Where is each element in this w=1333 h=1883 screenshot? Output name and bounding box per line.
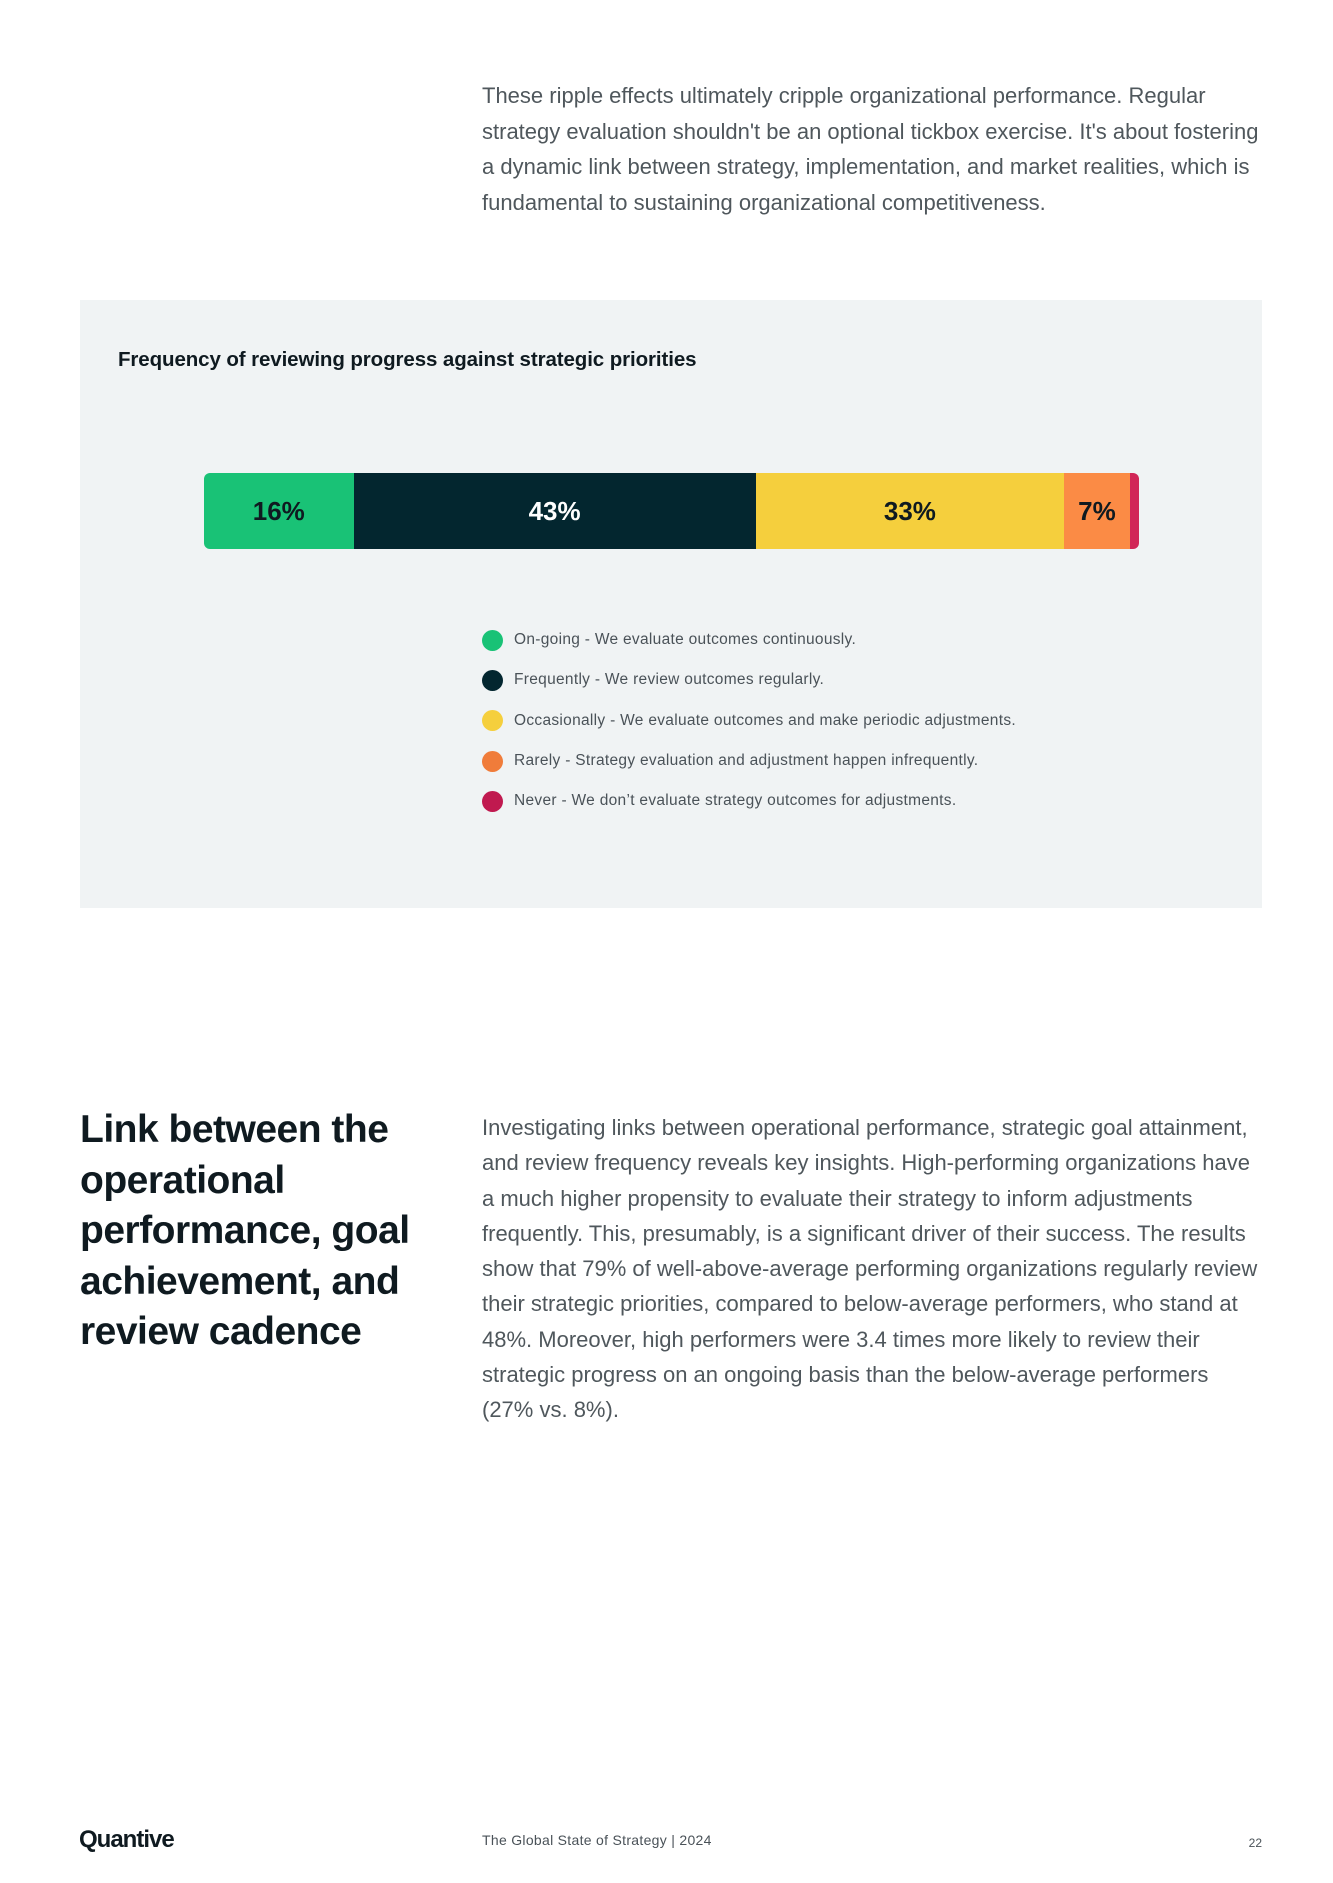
bar-segment-2: [354, 473, 756, 549]
legend-dot-icon: [482, 791, 503, 812]
bar-segment-3: [756, 473, 1065, 549]
legend-dot-icon: [482, 751, 503, 772]
bar-segment-1: [204, 473, 354, 549]
legend-label: Occasionally - We evaluate outcomes and make periodic adjustments.: [514, 711, 1016, 729]
legend-label: On-going - We evaluate outcomes continuously.: [514, 631, 857, 649]
legend-label: Frequently - We review outcomes regularly.: [514, 671, 825, 689]
legend-item: [482, 620, 1016, 660]
bar-segment-5: [1130, 473, 1139, 549]
section-body: Investigating links between operational performance, strategic goal attainment, and review frequency reveals key insights. High-performing organizations have a much higher propensity to evaluate their strategy to inform adjustments frequently. This, presumably, is a significant driver of their success. The results show that 79% of well-above-average performing organizations regularly review their strategic priorities, compared to below-average performers, who stand at 48%. Moreover, high performers were 3.4 times more likely to review their strategic progress on an ongoing basis than the below-average performers (27% vs. 8%).: [482, 1115, 1258, 1423]
quantive-logo: Quantive: [79, 1826, 174, 1853]
legend-dot-icon: [482, 630, 503, 651]
legend-label: Never - We don’t evaluate strategy outcomes for adjustments.: [514, 792, 957, 810]
bar-data-label: 16%: [252, 495, 305, 526]
bar-data-label: 7%: [1078, 495, 1116, 526]
intro-paragraph: These ripple effects ultimately cripple organizational performance. Regular strategy evaluation shouldn't be an optional tickbox exercise. It's about fostering a dynamic link between strategy, implementation, and market realities, which is fundamental to sustaining organizational competitiveness.: [482, 83, 1259, 215]
legend-item: [482, 741, 1016, 781]
page-number: 22: [1248, 1836, 1262, 1850]
chart-legend: [482, 620, 1016, 821]
section-heading: Link between the operational performance, goal achievement, and review cadence: [80, 1108, 410, 1353]
bar-data-label: 43%: [528, 495, 581, 526]
legend-item: [482, 701, 1016, 741]
chart-title: Frequency of reviewing progress against strategic priorities: [118, 348, 697, 371]
chart-panel: [80, 300, 1262, 908]
legend-item: [482, 660, 1016, 700]
legend-dot-icon: [482, 710, 503, 731]
legend-dot-icon: [482, 670, 503, 691]
legend-item: [482, 781, 1016, 821]
bar-segment-4: [1064, 473, 1129, 549]
bar-data-label: 33%: [883, 495, 936, 526]
stacked-bar: [204, 473, 1139, 549]
legend-label: Rarely - Strategy evaluation and adjustment happen infrequently.: [514, 752, 979, 770]
footer-title: The Global State of Strategy | 2024: [482, 1832, 712, 1848]
